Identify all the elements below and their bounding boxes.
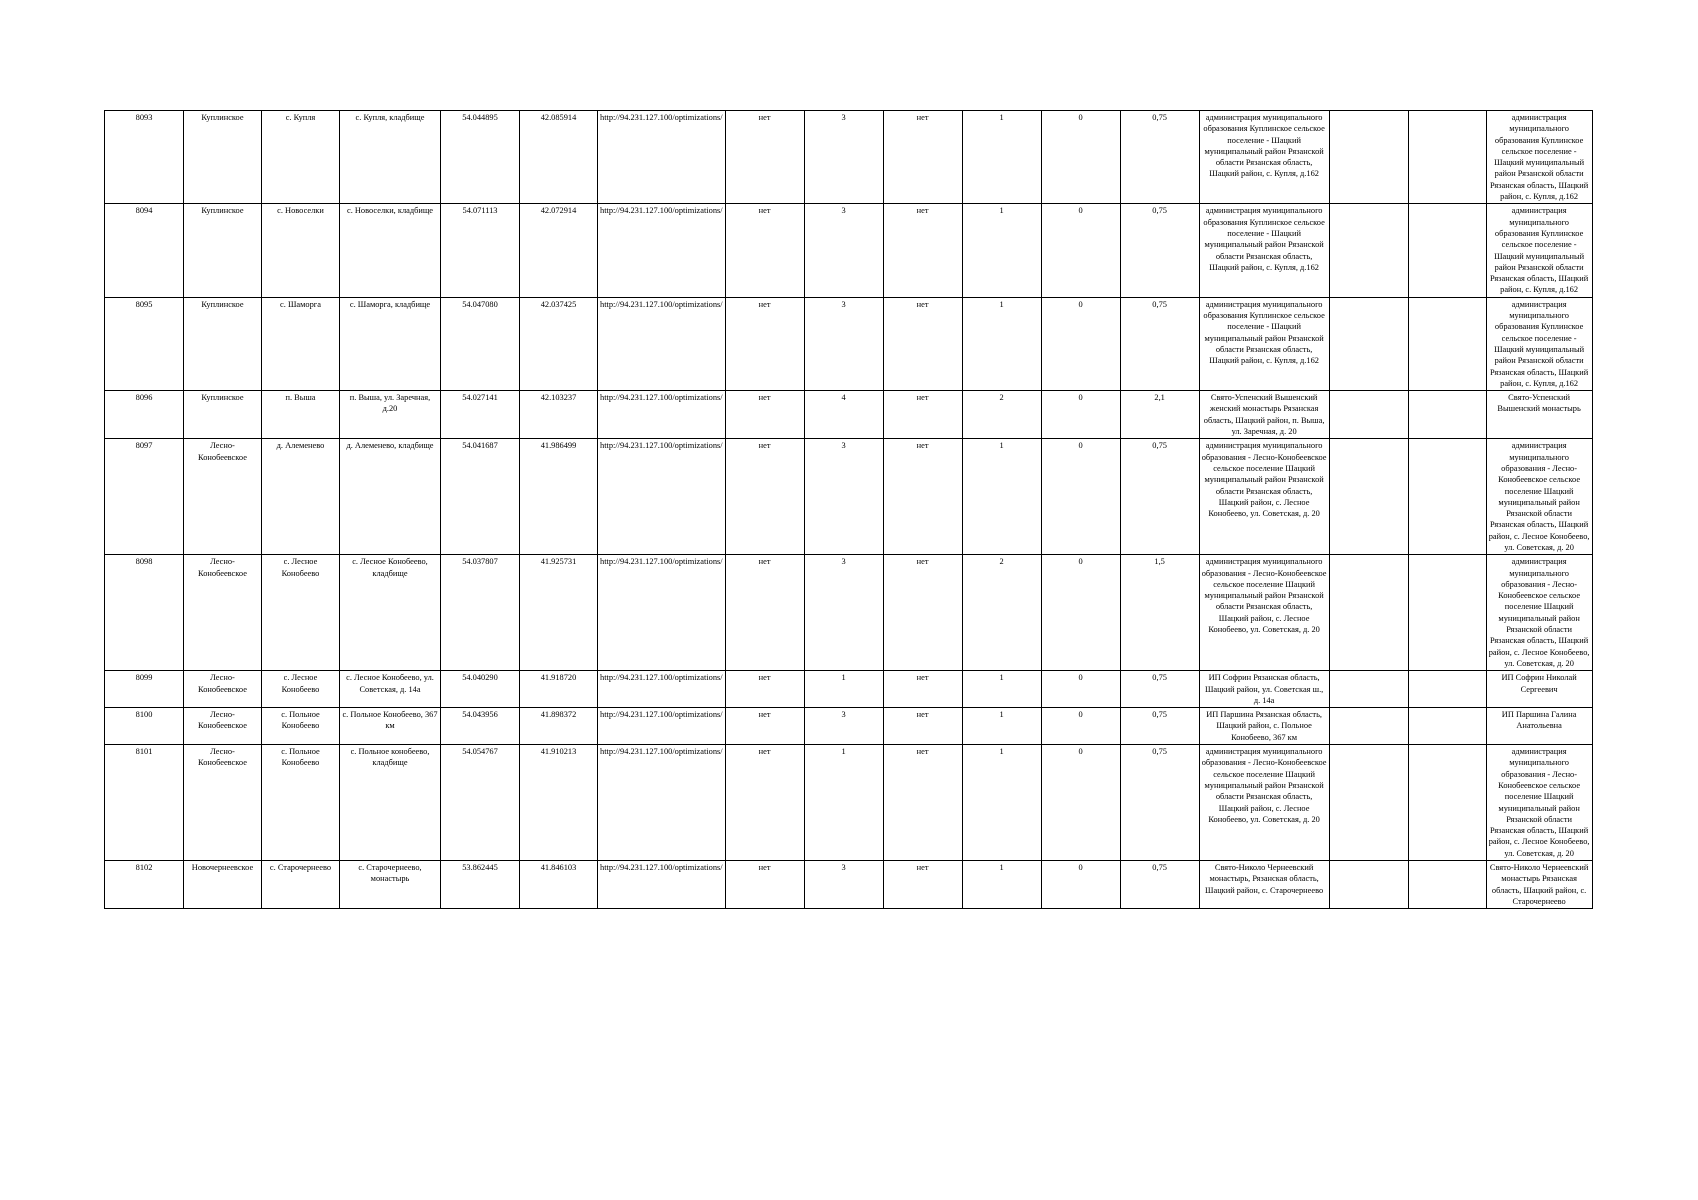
cell-owner: администрация муниципального образования Куплинское сельское поселение - Шацкий муниципальный район Рязанской области Рязанская область, Шацкий район, с. Купля, д.162 [1199,204,1329,297]
table-row [105,439,1593,555]
cell-site-name: с. Старочернеево, монастырь [340,861,441,909]
cell-latitude: 54.047080 [441,297,520,390]
cell-col16 [1408,708,1486,745]
cell-settlement: Лесно-Конобеевское [184,439,262,555]
cell-col11: 1 [962,861,1041,909]
cell-col13: 0,75 [1120,111,1199,204]
table-row [105,297,1593,390]
cell-site-name: с. Шаморга, кладбище [340,297,441,390]
cell-col8: нет [725,708,804,745]
cell-operator: администрация муниципального образования - Лесно-Конобеевское сельское поселение Шацкий муниципальный район Рязанской области Рязанская область, Шацкий район, с. Лесное Конобеево, ул. Советская, д. 20 [1486,745,1592,861]
cell-longitude: 42.085914 [520,111,598,204]
table-row [105,671,1593,708]
cell-col11: 1 [962,204,1041,297]
cell-col13: 0,75 [1120,297,1199,390]
cell-col12: 0 [1041,671,1120,708]
cell-latitude: 54.043956 [441,708,520,745]
cell-settlement: Куплинское [184,204,262,297]
cell-owner: администрация муниципального образования - Лесно-Конобеевское сельское поселение Шацкий муниципальный район Рязанской области Рязанская область, Шацкий район, с. Лесное Конобеево, ул. Советская, д. 20 [1199,555,1329,671]
cell-col15 [1329,111,1408,204]
cell-longitude: 41.846103 [520,861,598,909]
cell-col11: 1 [962,297,1041,390]
cell-col13: 0,75 [1120,708,1199,745]
cell-site-name: с. Лесное Конобеево, кладбище [340,555,441,671]
cell-link[interactable]: http://94.231.127.100/optimizations/ [598,708,726,745]
cell-settlement: Лесно-Конобеевское [184,671,262,708]
cell-col16 [1408,555,1486,671]
cell-col10: нет [883,555,962,671]
cell-col12: 0 [1041,555,1120,671]
cell-col13: 0,75 [1120,745,1199,861]
cell-number: 8098 [105,555,184,671]
cell-latitude: 54.054767 [441,745,520,861]
cell-col15 [1329,671,1408,708]
cell-locality: с. Новоселки [262,204,340,297]
cell-settlement: Лесно-Конобеевское [184,708,262,745]
cell-link[interactable]: http://94.231.127.100/optimizations/ [598,111,726,204]
cell-col9: 3 [804,555,883,671]
cell-longitude: 41.925731 [520,555,598,671]
cell-latitude: 53.862445 [441,861,520,909]
cell-col9: 4 [804,391,883,439]
cell-site-name: с. Купля, кладбище [340,111,441,204]
cell-col11: 1 [962,745,1041,861]
cell-col8: нет [725,439,804,555]
cell-number: 8097 [105,439,184,555]
cell-site-name: с. Польное Конобеево, 367 км [340,708,441,745]
cell-longitude: 42.037425 [520,297,598,390]
cell-locality: с. Лесное Конобеево [262,671,340,708]
table-row [105,391,1593,439]
cell-owner: администрация муниципального образования - Лесно-Конобеевское сельское поселение Шацкий муниципальный район Рязанской области Рязанская область, Шацкий район, с. Лесное Конобеево, ул. Советская, д. 20 [1199,439,1329,555]
cell-site-name: с. Польное конобеево, кладбище [340,745,441,861]
cell-col15 [1329,745,1408,861]
cell-owner: ИП Софрин Рязанская область, Шацкий район, ул. Советская ш., д. 14а [1199,671,1329,708]
cell-col12: 0 [1041,297,1120,390]
cell-settlement: Лесно-Конобеевское [184,555,262,671]
cell-latitude: 54.040290 [441,671,520,708]
cell-locality: п. Выша [262,391,340,439]
cell-col11: 1 [962,439,1041,555]
cell-col16 [1408,861,1486,909]
cell-col11: 1 [962,111,1041,204]
cell-col16 [1408,745,1486,861]
cell-latitude: 54.071113 [441,204,520,297]
cell-number: 8102 [105,861,184,909]
cell-number: 8095 [105,297,184,390]
cell-col13: 2,1 [1120,391,1199,439]
cell-owner: администрация муниципального образования - Лесно-Конобеевское сельское поселение Шацкий муниципальный район Рязанской области Рязанская область, Шацкий район, с. Лесное Конобеево, ул. Советская, д. 20 [1199,745,1329,861]
cell-col15 [1329,391,1408,439]
cell-link[interactable]: http://94.231.127.100/optimizations/ [598,745,726,861]
cell-site-name: с. Новоселки, кладбище [340,204,441,297]
cell-col12: 0 [1041,391,1120,439]
cell-col12: 0 [1041,708,1120,745]
cell-col13: 0,75 [1120,671,1199,708]
cell-col8: нет [725,391,804,439]
cell-operator: ИП Паршина Галина Анатольевна [1486,708,1592,745]
cell-col11: 2 [962,555,1041,671]
cell-col9: 3 [804,297,883,390]
cell-col15 [1329,439,1408,555]
cell-operator: администрация муниципального образования - Лесно-Конобеевское сельское поселение Шацкий муниципальный район Рязанской области Рязанская область, Шацкий район, с. Лесное Конобеево, ул. Советская, д. 20 [1486,439,1592,555]
cell-col10: нет [883,861,962,909]
cell-col8: нет [725,555,804,671]
table-row [105,745,1593,861]
cell-col10: нет [883,708,962,745]
cell-latitude: 54.044895 [441,111,520,204]
cell-col16 [1408,391,1486,439]
cell-settlement: Куплинское [184,391,262,439]
cell-owner: администрация муниципального образования Куплинское сельское поселение - Шацкий муниципальный район Рязанской области Рязанская область, Шацкий район, с. Купля, д.162 [1199,297,1329,390]
cell-col10: нет [883,111,962,204]
cell-number: 8093 [105,111,184,204]
cell-col10: нет [883,439,962,555]
cell-col15 [1329,708,1408,745]
cell-locality: с. Шаморга [262,297,340,390]
cell-col12: 0 [1041,861,1120,909]
cell-col8: нет [725,204,804,297]
cell-col9: 1 [804,671,883,708]
cell-longitude: 41.918720 [520,671,598,708]
table-row [105,111,1593,204]
cell-col13: 0,75 [1120,439,1199,555]
cell-col15 [1329,297,1408,390]
cell-col16 [1408,439,1486,555]
cell-number: 8096 [105,391,184,439]
cell-owner: ИП Паршина Рязанская область, Шацкий район, с. Польное Конобеево, 367 км [1199,708,1329,745]
cell-latitude: 54.037807 [441,555,520,671]
cell-col9: 1 [804,745,883,861]
cell-col13: 0,75 [1120,861,1199,909]
cell-col12: 0 [1041,745,1120,861]
cell-link[interactable]: http://94.231.127.100/optimizations/ [598,671,726,708]
cell-col11: 1 [962,671,1041,708]
cell-number: 8101 [105,745,184,861]
cell-number: 8099 [105,671,184,708]
cell-col10: нет [883,671,962,708]
cell-col8: нет [725,297,804,390]
cell-locality: с. Старочернеево [262,861,340,909]
cell-owner: Свято-Николо Чернеевский монастырь, Рязанская область, Шацкий район, с. Старочернеево [1199,861,1329,909]
cell-number: 8100 [105,708,184,745]
cell-settlement: Лесно-Конобеевское [184,745,262,861]
cell-col8: нет [725,861,804,909]
cell-col13: 0,75 [1120,204,1199,297]
cell-locality: с. Польное Конобеево [262,745,340,861]
table-row [105,708,1593,745]
cell-latitude: 54.027141 [441,391,520,439]
cell-operator: администрация муниципального образования Куплинское сельское поселение - Шацкий муниципальный район Рязанской области Рязанская область, Шацкий район, с. Купля, д.162 [1486,111,1592,204]
cell-col16 [1408,671,1486,708]
cell-col10: нет [883,745,962,861]
cell-operator: Свято-Успенский Вышенский монастырь [1486,391,1592,439]
cell-col15 [1329,204,1408,297]
cell-col16 [1408,297,1486,390]
cell-col13: 1,5 [1120,555,1199,671]
cell-operator: администрация муниципального образования - Лесно-Конобеевское сельское поселение Шацкий муниципальный район Рязанской области Рязанская область, Шацкий район, с. Лесное Конобеево, ул. Советская, д. 20 [1486,555,1592,671]
cell-latitude: 54.041687 [441,439,520,555]
cell-locality: с. Купля [262,111,340,204]
cell-col10: нет [883,297,962,390]
table-row [105,861,1593,909]
cell-col8: нет [725,111,804,204]
cell-locality: д. Алеменево [262,439,340,555]
cell-col10: нет [883,391,962,439]
cemetery-registry-table [104,110,1593,909]
cell-col9: 3 [804,111,883,204]
cell-operator: администрация муниципального образования Куплинское сельское поселение - Шацкий муниципальный район Рязанской области Рязанская область, Шацкий район, с. Купля, д.162 [1486,204,1592,297]
cell-longitude: 41.910213 [520,745,598,861]
cell-col8: нет [725,745,804,861]
cell-longitude: 41.898372 [520,708,598,745]
cell-site-name: д. Алеменево, кладбище [340,439,441,555]
cell-operator: Свято-Николо Чернеевский монастырь Рязанская область, Шацкий район, с. Старочернеево [1486,861,1592,909]
cell-locality: с. Польное Конобеево [262,708,340,745]
cell-link[interactable]: http://94.231.127.100/optimizations/ [598,391,726,439]
cell-locality: с. Лесное Конобеево [262,555,340,671]
cell-col9: 3 [804,204,883,297]
cell-link[interactable]: http://94.231.127.100/optimizations/ [598,861,726,909]
cell-col9: 3 [804,708,883,745]
cell-operator: ИП Софрин Николай Сергеевич [1486,671,1592,708]
cell-col8: нет [725,671,804,708]
cell-col11: 2 [962,391,1041,439]
cell-owner: администрация муниципального образования Куплинское сельское поселение - Шацкий муниципальный район Рязанской области Рязанская область, Шацкий район, с. Купля, д.162 [1199,111,1329,204]
cell-col15 [1329,555,1408,671]
cell-link[interactable]: http://94.231.127.100/optimizations/ [598,439,726,555]
cell-col11: 1 [962,708,1041,745]
cell-col9: 3 [804,861,883,909]
cell-owner: Свято-Успенский Вышенский женский монастырь Рязанская область, Шацкий район, п. Выша, ул. Заречная, д. 20 [1199,391,1329,439]
cell-settlement: Куплинское [184,297,262,390]
cell-settlement: Куплинское [184,111,262,204]
cell-link[interactable]: http://94.231.127.100/optimizations/ [598,297,726,390]
cell-col9: 3 [804,439,883,555]
cell-site-name: с. Лесное Конобеево, ул. Советская, д. 14а [340,671,441,708]
cell-operator: администрация муниципального образования Куплинское сельское поселение - Шацкий муниципальный район Рязанской области Рязанская область, Шацкий район, с. Купля, д.162 [1486,297,1592,390]
cell-site-name: п. Выша, ул. Заречная, д.20 [340,391,441,439]
cell-col12: 0 [1041,439,1120,555]
cell-settlement: Новочернеевское [184,861,262,909]
cell-link[interactable]: http://94.231.127.100/optimizations/ [598,204,726,297]
cell-col16 [1408,111,1486,204]
cell-col15 [1329,861,1408,909]
cell-longitude: 41.986499 [520,439,598,555]
cell-link[interactable]: http://94.231.127.100/optimizations/ [598,555,726,671]
cell-col10: нет [883,204,962,297]
cell-col12: 0 [1041,204,1120,297]
cell-longitude: 42.103237 [520,391,598,439]
table-row [105,555,1593,671]
cell-number: 8094 [105,204,184,297]
cell-col16 [1408,204,1486,297]
cell-col12: 0 [1041,111,1120,204]
cell-longitude: 42.072914 [520,204,598,297]
table-row [105,204,1593,297]
